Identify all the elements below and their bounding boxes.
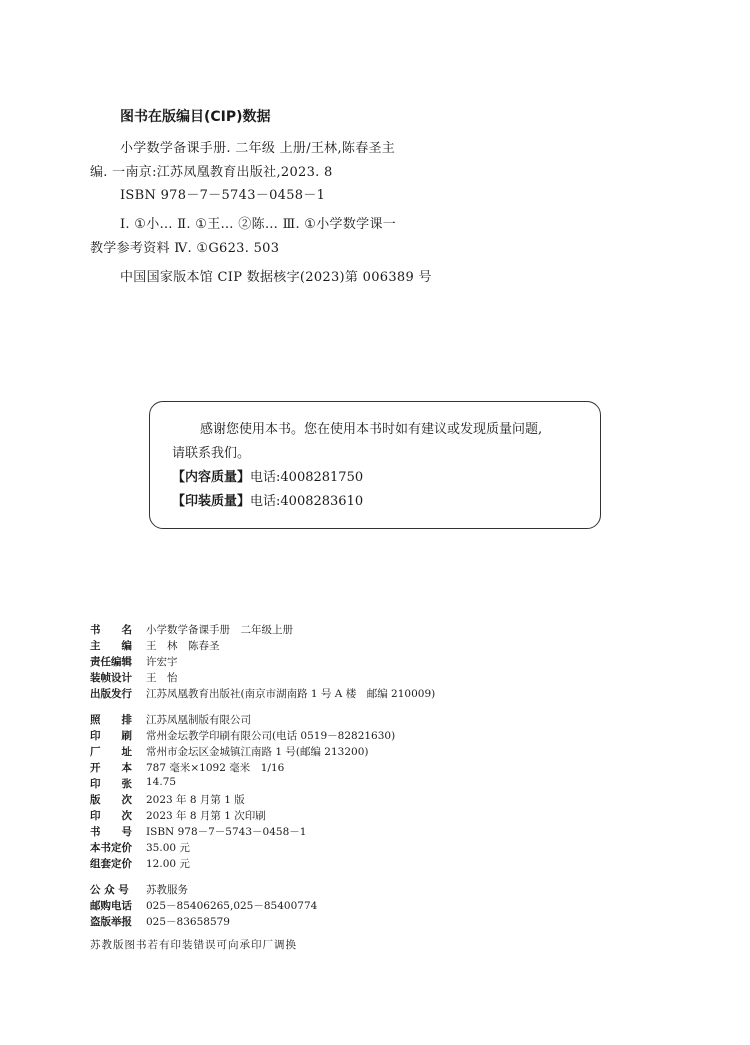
info-label: 照 排: [90, 714, 132, 726]
info-value: 常州金坛教学印刷有限公司(电话 0519－82821630): [146, 730, 396, 742]
notice-line-2: 请联系我们。: [172, 446, 251, 461]
info-row-edition: [90, 792, 245, 807]
info-row-printer: [90, 728, 395, 743]
print-quality-label: 【印装质量】: [172, 494, 251, 509]
print-quality-line: [172, 490, 363, 509]
info-label: 版 次: [90, 794, 132, 806]
info-row-isbn: [90, 824, 306, 839]
info-row-editor: [90, 638, 220, 653]
info-label: 印 次: [90, 810, 132, 822]
info-value: 常州市金坛区金城镇江南路 1 号(邮编 213200): [146, 746, 369, 758]
replacement-notice: 苏教版图书若有印装错误可向承印厂调换: [90, 939, 297, 951]
info-row-responsible-editor: [90, 654, 178, 669]
info-value: 王 林 陈春圣: [146, 640, 220, 652]
info-label: 印 张: [90, 778, 132, 790]
info-row-mail-order-phone: [90, 898, 317, 913]
info-value: 小学数学备课手册 二年级上册: [146, 624, 293, 636]
info-value: 025－83658579: [146, 916, 230, 928]
info-value: 025－85406265,025－85400774: [146, 900, 318, 912]
print-quality-phone: 电话:4008283610: [250, 494, 364, 509]
info-value: 2023 年 8 月第 1 次印刷: [146, 810, 266, 822]
info-label: 开 本: [90, 762, 132, 774]
info-row-publisher: [90, 686, 435, 701]
cip-subject-line: Ⅰ. ①小… Ⅱ. ①王… ②陈… Ⅲ. ①小学数学课一: [120, 217, 397, 232]
info-label: 盗版举报: [90, 916, 132, 928]
content-quality-label: 【内容质量】: [172, 470, 251, 485]
info-label: 厂 址: [90, 746, 132, 758]
info-value: ISBN 978－7－5743－0458－1: [146, 826, 307, 838]
info-label: 书 名: [90, 624, 132, 636]
info-label: 书 号: [90, 826, 132, 838]
info-row-set-price: [90, 856, 190, 871]
info-row-factory-address: [90, 744, 368, 759]
info-value: 14.75: [146, 776, 177, 788]
info-value: 787 毫米×1092 毫米 1/16: [146, 762, 285, 774]
cip-classification-line: 教学参考资料 Ⅳ. ①G623. 503: [90, 241, 280, 256]
content-quality-line: [172, 466, 363, 485]
info-label: 组套定价: [90, 858, 132, 870]
info-value: 35.00 元: [146, 842, 190, 854]
info-label: 主 编: [90, 640, 132, 652]
info-value: 江苏凤凰教育出版社(南京市湖南路 1 号 A 楼 邮编 210009): [146, 688, 436, 700]
info-label: 公 众 号: [90, 884, 129, 896]
info-label: 本书定价: [90, 842, 132, 854]
cip-heading: 图书在版编目(CIP)数据: [120, 109, 271, 125]
info-row-design: [90, 670, 178, 685]
info-label: 邮购电话: [90, 900, 132, 912]
info-row-sheets: [90, 776, 176, 791]
info-value: 江苏凤凰制版有限公司: [146, 714, 251, 726]
info-value: 2023 年 8 月第 1 版: [146, 794, 245, 806]
cip-isbn-line: ISBN 978－7－5743－0458－1: [120, 188, 326, 203]
info-value: 王 怡: [146, 672, 178, 684]
info-row-typesetting: [90, 712, 251, 727]
cip-record-number: 中国国家版本馆 CIP 数据核字(2023)第 006389 号: [120, 270, 432, 285]
info-label: 装帧设计: [90, 672, 132, 684]
cip-title-line: 小学数学备课手册. 二年级 上册/王林,陈春圣主: [120, 141, 396, 156]
info-row-piracy-report: [90, 914, 230, 929]
notice-line-1: 感谢您使用本书。您在使用本书时如有建议或发现质量问题,: [200, 422, 543, 437]
info-row-printing: [90, 808, 266, 823]
info-label: 印 刷: [90, 730, 132, 742]
cip-publisher-line: 编. 一南京:江苏凤凰教育出版社,2023. 8: [90, 165, 333, 180]
info-row-price: [90, 840, 190, 855]
info-value: 12.00 元: [146, 858, 190, 870]
info-label: 责任编辑: [90, 656, 132, 668]
info-value: 许宏宇: [146, 656, 178, 668]
content-quality-phone: 电话:4008281750: [250, 470, 364, 485]
info-value: 苏教服务: [146, 884, 188, 896]
info-label: 出版发行: [90, 688, 132, 700]
info-row-format: [90, 760, 284, 775]
info-row-official-account: [90, 882, 188, 897]
info-row-book-title: [90, 622, 293, 637]
